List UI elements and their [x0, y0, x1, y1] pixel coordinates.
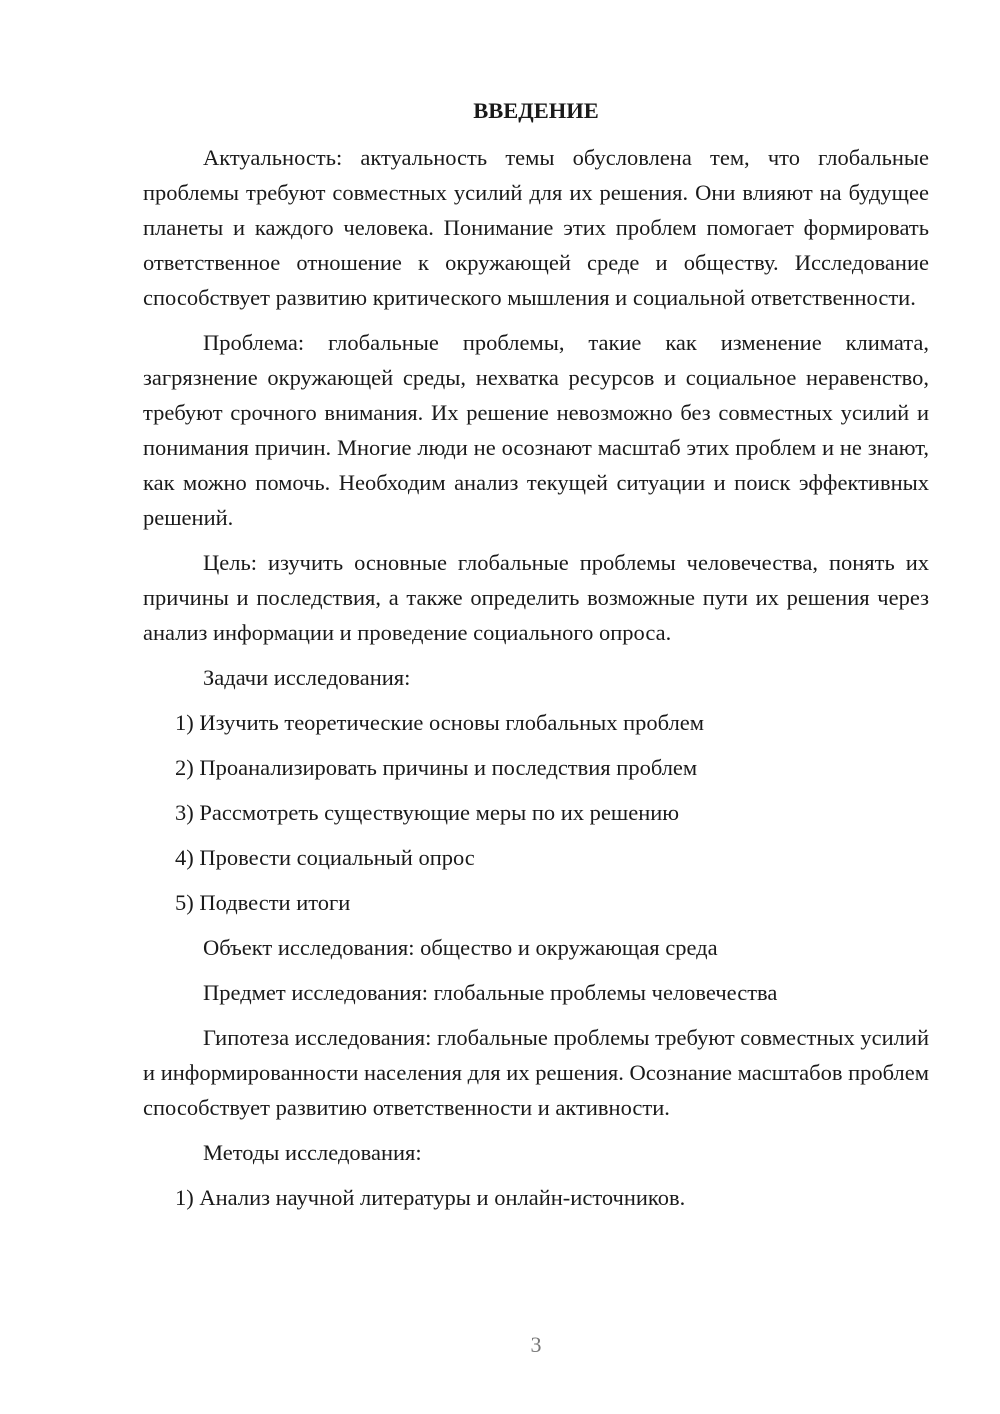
hypothesis-paragraph: Гипотеза исследования: глобальные проблемы требуют совместных усилий и информированности населения для их решения. Осознание масштабов проблем способствует развитию ответственности и активности. — [143, 1025, 929, 1120]
research-subject: Предмет исследования: глобальные проблемы человечества — [203, 980, 778, 1005]
method-item: 1) Анализ научной литературы и онлайн-источников. — [175, 1185, 686, 1210]
task-item: 5) Подвести итоги — [175, 890, 351, 915]
relevance-paragraph: Актуальность: актуальность темы обусловлена тем, что глобальные проблемы требуют совместных усилий для их решения. Они влияют на будущее планеты и каждого человека. Понимание этих проблем помогает формировать ответственное отношение к окружающей среде и обществу. Исследование способствует развитию критического мышления и социальной ответственности. — [143, 145, 929, 310]
goal-paragraph: Цель: изучить основные глобальные проблемы человечества, понять их причины и последствия, а также определить возможные пути их решения через анализ информации и проведение социального опроса. — [143, 550, 929, 645]
page-number: 3 — [530, 1332, 542, 1357]
task-item: 4) Провести социальный опрос — [175, 845, 475, 870]
section-title: ВВЕДЕНИЕ — [473, 98, 599, 123]
methods-heading: Методы исследования: — [203, 1140, 422, 1165]
task-item: 1) Изучить теоретические основы глобальных проблем — [175, 710, 705, 735]
document-body — [143, 93, 929, 1225]
problem-paragraph: Проблема: глобальные проблемы, такие как изменение климата, загрязнение окружающей среды, нехватка ресурсов и социальное неравенство, требуют срочного внимания. Их решение невозможно без совместных усилий и понимания причин. Многие люди не осознают масштаб этих проблем и не знают, как можно помочь. Необходим анализ текущей ситуации и поиск эффективных решений. — [143, 330, 929, 530]
task-item: 3) Рассмотреть существующие меры по их решению — [175, 800, 680, 825]
task-item: 2) Проанализировать причины и последствия проблем — [175, 755, 698, 780]
research-object: Объект исследования: общество и окружающая среда — [203, 935, 718, 960]
tasks-heading: Задачи исследования: — [203, 665, 411, 690]
